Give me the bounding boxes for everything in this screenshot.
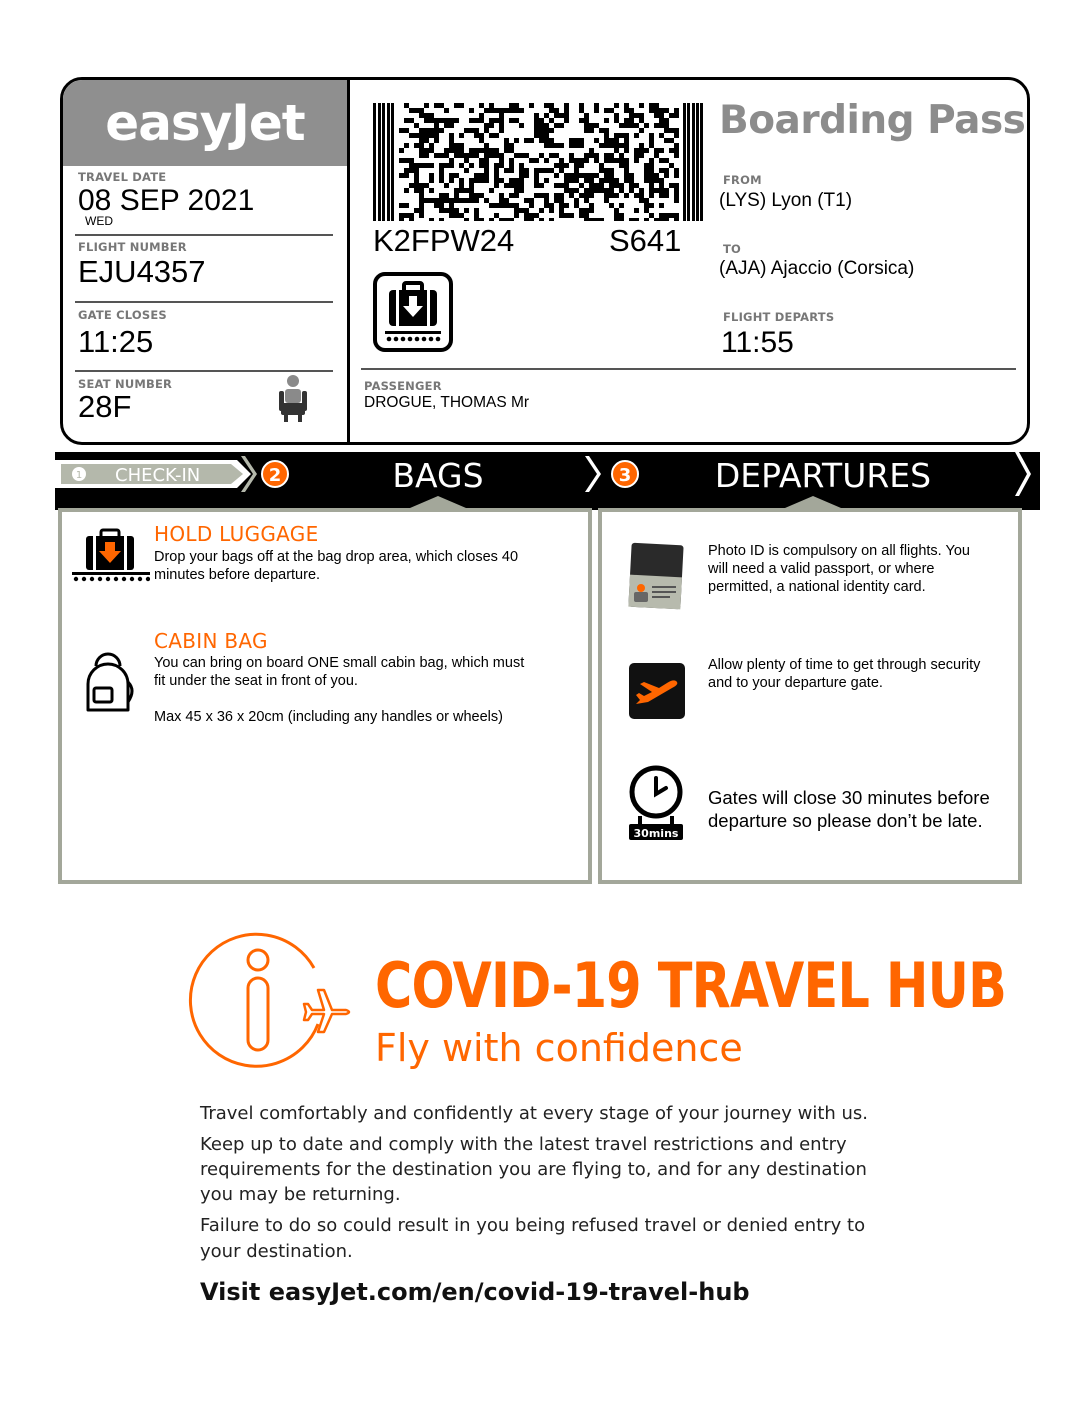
cabin-bag-size: Max 45 x 36 x 20cm (including any handles or wheels) — [154, 709, 503, 725]
flight-number-label: FLIGHT NUMBER — [78, 240, 187, 254]
card-divider — [347, 80, 350, 442]
departing-plane-icon — [628, 662, 686, 720]
to-label: TO — [723, 242, 742, 256]
passenger-name: DROGUE, THOMAS Mr — [364, 394, 530, 411]
cabin-bag-text-1: You can bring on board ONE small cabin bag, which must — [154, 655, 525, 671]
covid-text-line-1: Travel comfortably and confidently at every stage of your journey with us. — [200, 1103, 869, 1124]
divider-line — [75, 234, 333, 236]
from-airport: (LYS) Lyon (T1) — [719, 190, 853, 211]
travel-weekday: WED — [85, 214, 113, 228]
cabin-bag-icon — [80, 652, 136, 716]
gate-closes-label: GATE CLOSES — [78, 308, 167, 322]
booking-reference: K2FPW24 — [373, 223, 515, 258]
gates-close-text-1: Gates will close 30 minutes before — [708, 787, 990, 808]
from-label: FROM — [723, 173, 762, 187]
step-3-label: DEPARTURES — [714, 456, 932, 495]
step-2-label: BAGS — [392, 456, 484, 495]
boarding-pass-title: Boarding Pass — [719, 98, 1026, 143]
boarding-pass-card — [60, 77, 1030, 445]
step-2-number: 2 — [268, 465, 282, 486]
photo-id-text-3: permitted, a national identity card. — [708, 579, 926, 595]
seat-number-label: SEAT NUMBER — [78, 377, 173, 391]
hold-luggage-text-1: Drop your bags off at the bag drop area, which closes 40 — [154, 549, 519, 565]
covid-text-line-2: Keep up to date and comply with the latest travel restrictions and entry — [200, 1134, 847, 1155]
bag-drop-icon — [373, 272, 453, 352]
step-3-number: 3 — [618, 465, 632, 486]
covid-text-line-3: requirements for the destination you are flying to, and for any destination — [200, 1159, 867, 1180]
step-1-label: CHECK-IN — [115, 465, 201, 486]
departures-panel — [598, 508, 1022, 884]
to-airport: (AJA) Ajaccio (Corsica) — [719, 258, 915, 279]
sequence-number: S641 — [609, 223, 682, 258]
passenger-label: PASSENGER — [364, 379, 442, 393]
divider-line — [75, 370, 333, 372]
cabin-bag-text-2: fit under the seat in front of you. — [154, 673, 358, 689]
flight-departs-time: 11:55 — [721, 326, 794, 359]
covid-hub-title: COVID-19 TRAVEL HUB — [375, 949, 1007, 1022]
photo-id-text-1: Photo ID is compulsory on all flights. You — [708, 543, 970, 559]
gate-closes-time: 11:25 — [78, 324, 154, 359]
security-text-2: and to your departure gate. — [708, 675, 883, 691]
clock-icon — [626, 764, 686, 842]
covid-text-line-5: Failure to do so could result in you being refused travel or denied entry to — [200, 1215, 866, 1236]
covid-hub-subtitle: Fly with confidence — [375, 1026, 743, 1070]
steps-bar — [55, 452, 1040, 510]
passport-icon — [628, 540, 684, 612]
travel-date: 08 SEP 2021 — [78, 184, 255, 217]
security-text-1: Allow plenty of time to get through security — [708, 657, 981, 673]
covid-travel-hub-panel — [62, 894, 1020, 1336]
seat-number: 28F — [78, 389, 132, 424]
flight-departs-label: FLIGHT DEPARTS — [723, 310, 835, 324]
gates-close-text-2: departure so please don’t be late. — [708, 810, 983, 831]
flight-number: EJU4357 — [78, 254, 206, 289]
cabin-bag-title: CABIN BAG — [154, 629, 268, 653]
clock-label: 30mins — [633, 827, 679, 840]
hold-luggage-text-2: minutes before departure. — [154, 567, 321, 583]
photo-id-text-2: will need a valid passport, or where — [708, 561, 935, 577]
divider-line — [75, 301, 333, 303]
step-1-number: 1 — [75, 470, 83, 481]
covid-text-line-6: your destination. — [200, 1241, 353, 1262]
travel-date-label: TRAVEL DATE — [78, 170, 167, 184]
covid-text-line-4: you may be returning. — [200, 1184, 401, 1205]
hold-luggage-title: HOLD LUGGAGE — [154, 522, 319, 546]
covid-hub-link[interactable]: Visit easyJet.com/en/covid-19-travel-hub — [200, 1278, 750, 1306]
brand-logo — [63, 80, 347, 166]
info-plane-icon — [186, 928, 356, 1068]
brand-logo-text: easyJet — [105, 94, 305, 152]
seat-passenger-icon — [275, 373, 311, 423]
divider-line — [361, 368, 1016, 370]
bags-panel — [58, 508, 592, 884]
hold-luggage-icon — [72, 528, 150, 582]
barcode-icon — [373, 103, 703, 221]
